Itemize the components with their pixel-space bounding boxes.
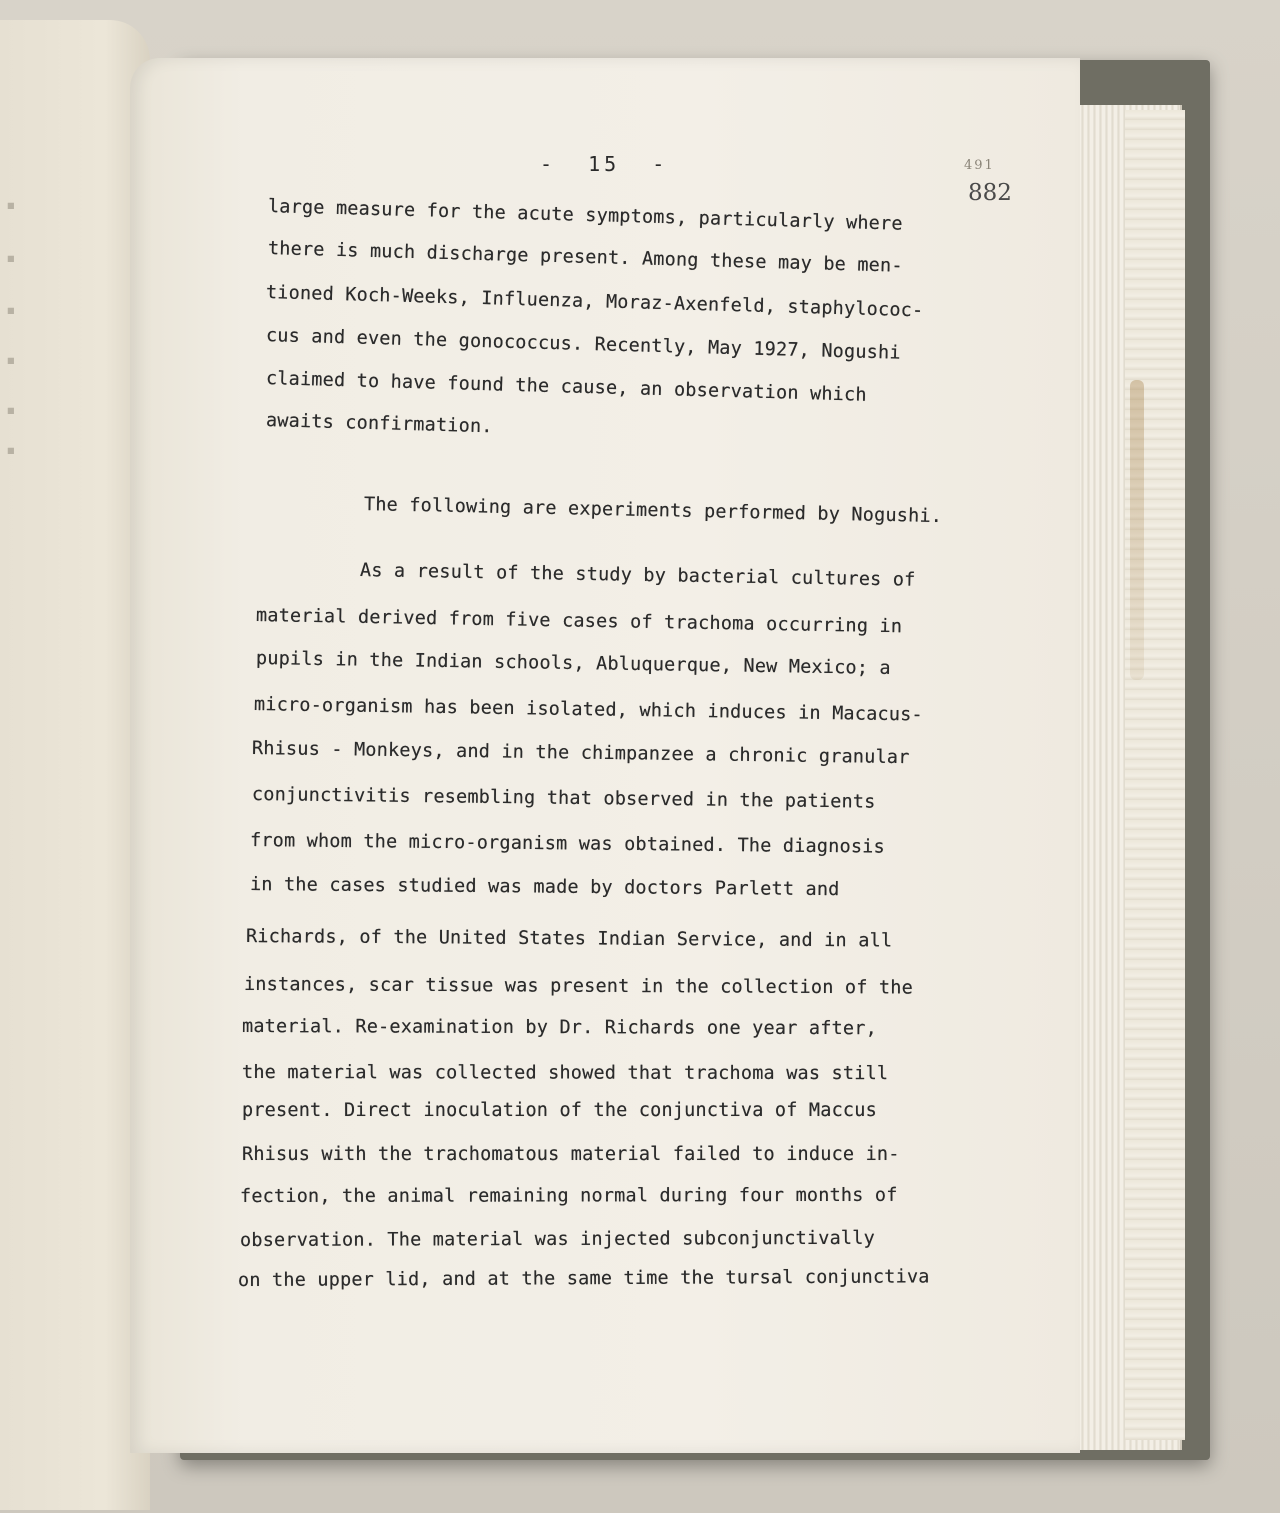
text-line: in the cases studied was made by doctors Parlett and (249, 874, 840, 901)
text-line: tioned Koch-Weeks, Influenza, Moraz-Axenfeld, staphylococ- (265, 282, 924, 322)
text-line: micro-organism has been isolated, which induces in Macacus- (253, 694, 924, 726)
margin-mark: ▪ (6, 350, 16, 369)
left-page (0, 20, 150, 1510)
text-line: claimed to have found the cause, an observation which (265, 368, 867, 406)
text-line: fection, the animal remaining normal during four months of (239, 1184, 898, 1207)
text-line: instances, scar tissue was present in the collection of the (243, 974, 913, 999)
text-line: the material was collected showed that trachoma was still (241, 1062, 889, 1085)
edge-stain (1130, 380, 1144, 680)
text-line: on the upper lid, and at the same time the tursal conjunctiva (237, 1266, 930, 1291)
page-edges-outer (1125, 110, 1185, 1440)
text-line: material derived from five cases of trachoma occurring in (255, 605, 903, 638)
text-line: Rhisus with the trachomatous material failed to induce in- (242, 1144, 900, 1165)
margin-mark: ▪ (6, 300, 16, 319)
text-line: cus and even the gonococcus. Recently, May 1927, Nogushi (265, 325, 901, 364)
text-line: present. Direct inoculation of the conjunctiva of Maccus (242, 1100, 877, 1121)
text-line: Richards, of the United States Indian Service, and in all (245, 926, 893, 952)
text-line: large measure for the acute symptoms, particularly where (267, 196, 903, 235)
text-line: Rhisus - Monkeys, and in the chimpanzee a chronic granular (251, 738, 910, 769)
pencil-mark: 491 (964, 158, 995, 173)
text-line: there is much discharge present. Among these may be men- (267, 238, 903, 277)
text-line: from whom the micro-organism was obtained. The diagnosis (249, 830, 886, 858)
text-line: conjunctivitis resembling that observed in the patients (251, 784, 876, 813)
archive-number: 882 (968, 180, 1012, 206)
text-line: awaits confirmation. (265, 410, 493, 438)
text-line: The following are experiments performed by Nogushi. (363, 494, 943, 528)
text-line: material. Re-examination by Dr. Richards one year after, (241, 1016, 877, 1040)
text-line: pupils in the Indian schools, Abluquerque, New Mexico; a (255, 648, 892, 679)
margin-mark: ▪ (6, 248, 16, 267)
margin-mark: ▪ (6, 440, 16, 459)
text-line: observation. The material was injected subconjunctivally (239, 1227, 875, 1251)
text-line: As a result of the study by bacterial cultures of (359, 560, 916, 591)
margin-mark: ▪ (6, 400, 16, 419)
page-number: - 15 - (540, 152, 669, 176)
margin-mark: ▪ (6, 195, 16, 214)
